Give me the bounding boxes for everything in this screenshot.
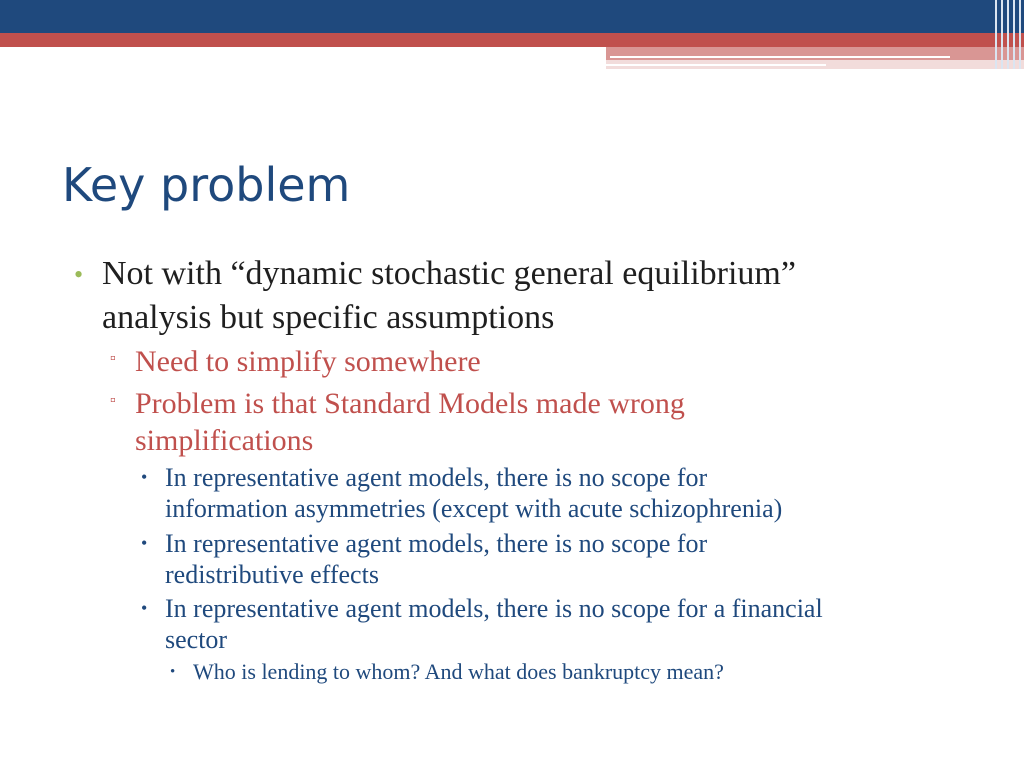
subsubbullet-text-line: redistributive effects [165,560,379,589]
square-bullet-icon: ▫ [110,392,116,409]
header-blue-bar [0,0,1024,33]
header-vertical-line [1019,0,1021,69]
subsubbullet-text-line: In representative agent models, there is no scope for [165,529,708,558]
dot-bullet-icon: • [141,533,148,553]
header-vertical-line [1007,0,1009,69]
bullet-text-line: analysis but specific assumptions [102,299,555,336]
header-red-accent-bar [606,47,1024,60]
header-white-line [606,64,826,66]
subsubbullet-text-line: In representative agent models, there is no scope for [165,463,708,492]
header-red-bar [0,33,1024,47]
header-vertical-line [1001,0,1003,69]
subsubbullet-text-line: sector [165,625,228,654]
bullet-dot-icon: • [74,260,84,289]
dot-bullet-icon: • [141,598,148,618]
subbullet-text-line: Need to simplify somewhere [135,345,481,378]
header-white-line [610,56,950,58]
bullet-text-line: Not with “dynamic stochastic general equilibrium” [102,255,796,292]
subbullet-text-line: Problem is that Standard Models made wrong [135,387,685,420]
header-vertical-line [1013,0,1015,69]
level4-text-line: Who is lending to whom? And what does bankruptcy mean? [193,659,724,684]
subsubbullet-text-line: In representative agent models, there is no scope for a financial [165,594,823,623]
subsubbullet-text-line: information asymmetries (except with acute schizophrenia) [165,494,783,523]
dot-bullet-icon: • [170,664,176,680]
subbullet-text-line: simplifications [135,424,314,457]
header-vertical-line [995,0,997,69]
dot-bullet-icon: • [141,467,148,487]
slide-title: Key problem [62,158,351,212]
square-bullet-icon: ▫ [110,350,116,367]
